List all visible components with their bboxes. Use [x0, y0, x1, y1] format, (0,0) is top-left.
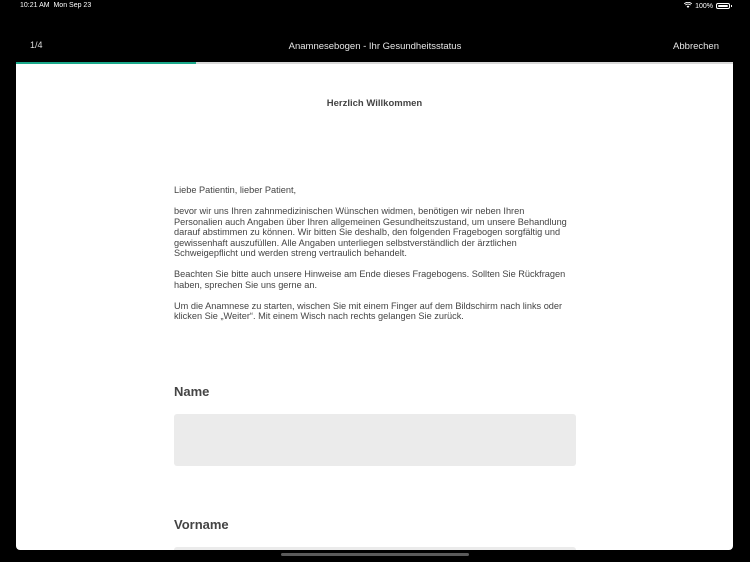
form-card	[16, 62, 733, 550]
nav-bar	[0, 30, 750, 62]
vorname-label: Vorname	[174, 517, 229, 532]
step-counter: 1/4	[30, 40, 43, 50]
intro-paragraph: bevor wir uns Ihren zahnmedizinischen Wünschen widmen, benötigen wir neben Ihren Personalien auch Angaben über Ihren allgemeinen Gesundheitszustand, um unsere Behandlung darauf abstimmen zu können. Wir bitten Sie deshalb, den folgenden Fragebogen sorgfältig und gewissenhaft auszufüllen. Alle Angaben unterliegen selbstverständlich der ärztlichen Schweigepflicht und werden streng vertraulich behandelt.	[174, 206, 567, 258]
status-time: 10:21 AM	[20, 2, 50, 9]
wifi-icon	[684, 2, 692, 10]
status-bar	[0, 0, 750, 14]
progress-bar	[16, 62, 733, 64]
notes-paragraph: Beachten Sie bitte auch unsere Hinweise am Ende dieses Fragebogens. Sollten Sie Rückfragen haben, sprechen Sie uns gerne an.	[174, 269, 566, 290]
instructions-paragraph: Um die Anamnese zu starten, wischen Sie mit einem Finger auf dem Bildschirm nach links oder klicken Sie „Weiter“. Mit einem Wisch nach rechts gelangen Sie zurück.	[174, 300, 563, 321]
name-label: Name	[174, 384, 210, 399]
status-time-date	[20, 2, 91, 9]
name-input[interactable]	[174, 414, 576, 466]
welcome-heading: Herzlich Willkommen	[326, 98, 423, 109]
home-indicator[interactable]	[281, 553, 469, 556]
page-title: Anamnesebogen - Ihr Gesundheitsstatus	[288, 41, 462, 52]
battery-icon	[716, 3, 730, 9]
cancel-button[interactable]: Abbrechen	[673, 41, 719, 52]
greeting: Liebe Patientin, lieber Patient,	[174, 185, 297, 195]
progress-fill	[16, 62, 196, 64]
status-date: Mon Sep 23	[53, 2, 92, 9]
vorname-input[interactable]	[174, 547, 576, 550]
battery-percent: 100%	[695, 2, 713, 10]
status-right	[684, 2, 730, 10]
intro-text	[174, 185, 574, 332]
